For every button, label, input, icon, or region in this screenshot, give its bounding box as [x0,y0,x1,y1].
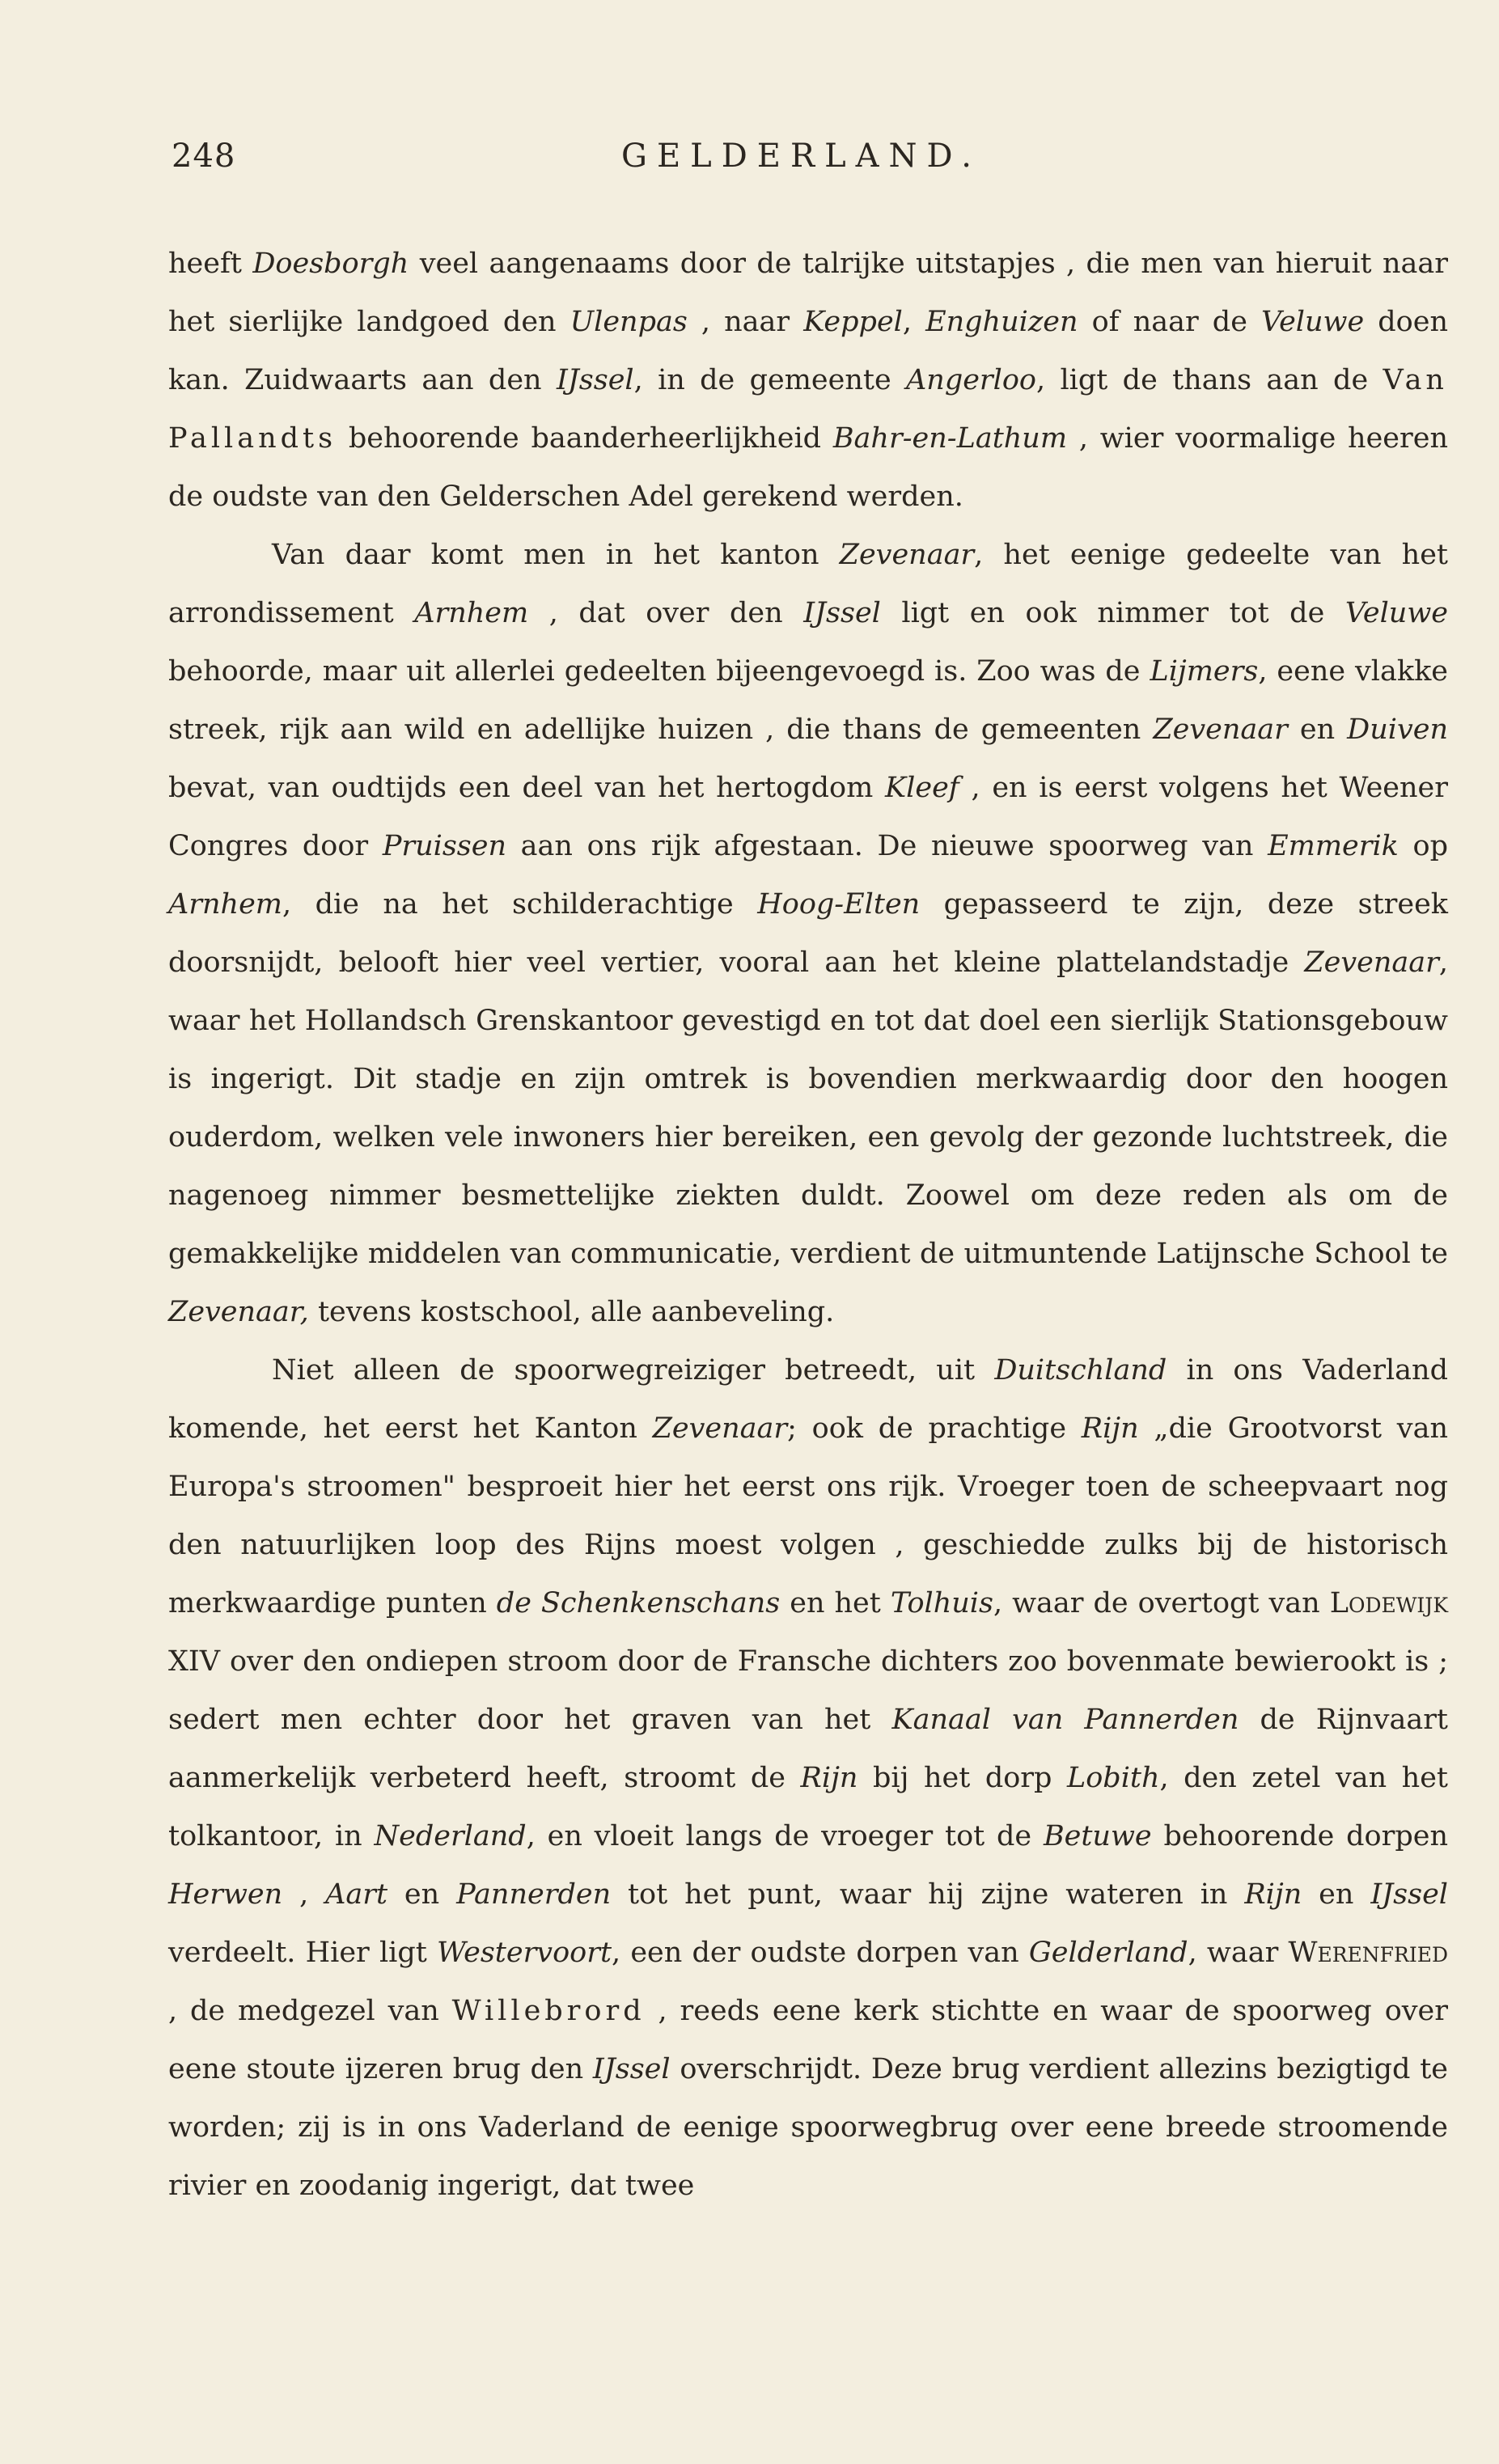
place-name: Lobith [1066,1762,1160,1794]
place-name: Westervoort [437,1937,612,1969]
text-run: , dat over den [528,597,804,629]
spaced-name: Van Pallandts [168,364,1448,455]
text-run: , het eenige gedeelte van het arrondissement [168,539,1449,629]
text-run: „die Grootvorst van Europa's stroomen" besproeit hier het eerst ons rijk. Vroeger toen de scheepvaart nog den natuurlijken loop des Rijns moest volgen , geschiedde zulks bij de historisch merkwaardige punten [168,1412,1448,1619]
place-name: de Schenkenschans [496,1587,781,1619]
place-name: IJssel [803,597,881,629]
spaced-name: Willebrord [451,1995,646,2027]
place-name: Tolhuis [890,1587,993,1619]
place-name: Ulenpas [570,306,688,338]
paragraph-3 [168,1341,1448,2215]
text-run: behoorde, maar uit allerlei gedeelten bijeengevoegd is. Zoo was de [168,655,1150,688]
place-name: Hoog-Elten [757,888,921,921]
text-run: de Rijnvaart aanmerkelijk verbeterd heeft, stroomt de [168,1704,1448,1794]
place-name: Bahr-en-Lathum [832,422,1068,455]
page-number: 248 [171,138,236,175]
text-run: , waar [1188,1937,1289,1969]
place-name: Rijn [1081,1412,1139,1445]
text-run: , ligt de thans aan de [1036,364,1383,396]
text-run: op [1398,830,1449,862]
paragraph-1 [168,235,1448,526]
text-run: , en vloeit langs de vroeger tot de [526,1820,1044,1852]
text-run: en het [780,1587,891,1619]
text-run: ligt en ook nimmer tot de [880,597,1345,629]
place-name: Rijn [1244,1878,1302,1911]
text-run: aan ons rijk afgestaan. De nieuwe spoorweg van [506,830,1268,862]
place-name: Aart [325,1878,388,1911]
text-run: , wier voormalige heeren de oudste van den Gelderschen Adel gerekend werden. [168,422,1449,513]
place-name: Doesborgh [252,248,409,280]
text-run: , reeds eene kerk stichtte en waar de spoorweg over eene stoute ijzeren brug den [168,1995,1448,2085]
place-name: Rijn [800,1762,858,1794]
place-name: Herwen [168,1878,283,1911]
text-run: tot het punt, waar hij zijne wateren in [611,1878,1245,1911]
text-run: verdeelt. Hier ligt [168,1937,437,1969]
place-name: Zevenaar, [168,1296,309,1328]
text-run: , waar het Hollandsch Grenskantoor gevestigd en tot dat doel een sierlijk Stationsgebouw is ingerigt. Dit stadje en zijn omtrek is bovendien merkwaardig door den hoogen ouderdom, welken vele inwoners hier bereiken, een gevolg der gezonde luchtstreek, die nagenoeg nimmer besmettelijke ziekten duldt. Zoowel om deze reden als om de gemakkelijke middelen van communicatie, verdient de uitmuntende Latijnsche School te [168,946,1448,1270]
place-name: Keppel [803,306,903,338]
text-run: en [1287,713,1348,746]
place-name: Veluwe [1261,306,1365,338]
place-name: Veluwe [1344,597,1448,629]
text-run: , [282,1878,326,1911]
text-run: doen kan. Zuidwaarts aan den [168,306,1448,396]
text-run: behoorende dorpen [1151,1820,1449,1852]
text-run: en [387,1878,457,1911]
text-run: , de medgezel van [168,1995,452,2027]
place-name: Zevenaar [839,539,975,571]
text-run: , in de gemeente [633,364,906,396]
place-name: Kleef [885,772,959,804]
text-run: Van daar komt men in het kanton [272,539,840,571]
text-run: bevat, van oudtijds een deel van het hertogdom [168,772,886,804]
text-run: in ons Vaderland komende, het eerst het Kanton [168,1354,1448,1445]
text-run: veel aangenaams door de talrijke uitstapjes , die men van hieruit naar het sierlijke landgoed den [168,248,1448,338]
text-run: bij het dorp [857,1762,1067,1794]
text-run: , waar de overtogt van [993,1587,1330,1619]
body-text [168,235,1448,2215]
small-caps-name: Lodewijk [1329,1587,1449,1619]
small-caps-name: Werenfried [1288,1937,1449,1969]
place-name: Zevenaar [1153,713,1288,746]
place-name: Lijmers [1150,655,1259,688]
text-run: gepasseerd te zijn, deze streek doorsnijdt, belooft hier veel vertier, vooral aan het kleine plattelandstadje [168,888,1448,979]
place-name: Zevenaar [1304,946,1439,979]
place-name: Nederland [374,1820,527,1852]
text-run: Niet alleen de spoorwegreiziger betreedt, uit [272,1354,995,1387]
text-run: , die na het schilderachtige [282,888,758,921]
place-name: IJssel [592,2053,671,2085]
text-run: behoorende baanderheerlijkheid [337,422,833,455]
place-name: Duiven [1347,713,1448,746]
text-run: tevens kostschool, alle aanbeveling. [308,1296,835,1328]
place-name: Duitschland [994,1354,1167,1387]
place-name: Pannerden [456,1878,612,1911]
text-run: , een der oudste dorpen van [612,1937,1029,1969]
paragraph-2 [168,526,1448,1341]
place-name: Enghuizen [925,306,1078,338]
text-run: heeft [168,248,253,280]
text-run: , naar [687,306,804,338]
place-name: Arnhem [168,888,282,921]
text-run: overschrijdt. Deze brug verdient allezins bezigtigd te worden; zij is in ons Vaderland de eenige spoorwegbrug over eene breede stroomende rivier en zoodanig ingerigt, dat twee [168,2053,1448,2202]
place-name: IJssel [556,364,634,396]
text-run: , [902,306,926,338]
running-title: GELDERLAND. [621,138,981,175]
text-run: en [1302,1878,1371,1911]
place-name: Angerloo [906,364,1037,396]
text-run: , den zetel van het tolkantoor, in [168,1762,1448,1852]
text-run: , eene vlakke streek, rijk aan wild en adellijke huizen , die thans de gemeenten [168,655,1448,746]
place-name: Kanaal van Pannerden [891,1704,1239,1736]
place-name: Emmerik [1268,830,1399,862]
text-run: of naar de [1078,306,1261,338]
page-header [0,138,1499,186]
text-run: XIV over den ondiepen stroom door de Fransche dichters zoo bovenmate bewierookt is ; sedert men echter door het graven van het [168,1645,1448,1736]
text-run: ; ook de prachtige [787,1412,1082,1445]
text-run: , en is eerst volgens het Weener Congres door [168,772,1448,862]
place-name: Arnhem [414,597,529,629]
place-name: Betuwe [1043,1820,1152,1852]
place-name: Zevenaar [652,1412,788,1445]
place-name: Pruissen [382,830,507,862]
place-name: Gelderland [1028,1937,1188,1969]
place-name: IJssel [1370,1878,1448,1911]
